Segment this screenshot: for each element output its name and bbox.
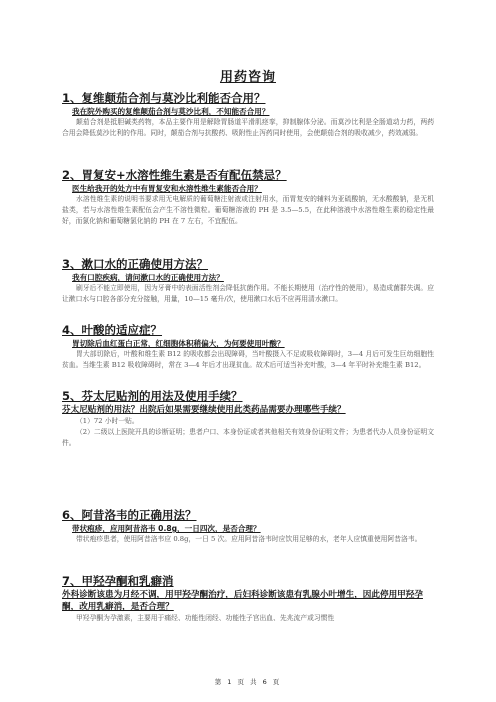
section-heading: 5、芬太尼贴剂的用法及使用手续？	[62, 389, 243, 403]
section-answer-item: （1）72 小时一贴。	[76, 417, 139, 425]
section-answer: 刷牙后不能立即使用，因为牙膏中的表面活性剂会降低抗菌作用。不能长期使用（治疗性的使用），易造成菌群失调。应让漱口水与口腔各部分充分接触，用量，10—15 毫升/次，使用漱口水后不应再用清水漱口。	[62, 284, 434, 303]
section-answer-item: （2）二级以上医院开具的诊断证明；患者户口、本身份证或者其他相关有效身份证明文件；为患者代办人员身份证明文件。	[62, 428, 434, 447]
section-heading: 1、复维颠茄合剂与莫沙比利能否合用？	[62, 91, 266, 105]
section-answer: 颠茄合剂是抵胆碱类药物，本品主要作用是解除胃肠道平滑肌痉挛，抑制腺体分泌。而莫沙比利是全肠道动力药，两药合用会降低莫沙比利的作用。同时，颠茄合剂与抗酸药、吸附性止泻药同时使用，会使颠茄合剂的吸收减少，药效减弱。	[62, 118, 434, 137]
page-title: 用药咨询	[219, 70, 276, 85]
section-heading: 2、胃复安+水溶性维生素是否有配伍禁忌？	[62, 168, 287, 182]
section-5	[62, 389, 434, 449]
section-answer: 水溶性维生素的说明书要求用无电解质的葡萄糖注射液或注射用水，而胃复安的辅料为亚硫酸钠，无水酸酸钠，是无机盐类，若与水溶性维生素配伍会产生不溶性微粒。葡萄糖溶液的 PH 是 3.5—5.5，在此种溶液中水溶性维生素的稳定性最好，而氯化钠和葡萄糖氯化钠的 PH 在 7 左右，不宜配伍。	[62, 195, 434, 225]
section-2	[62, 168, 434, 227]
section-question: 胃切除后血红蛋白正常，红细胞体积稍偏大，为何要使用叶酸？	[72, 339, 285, 348]
section-question: 医生给我开的处方中有胃复安和水溶性维生素能否合用？	[72, 184, 262, 193]
section-answer: 胃大部切除后，叶酸和维生素 B12 的吸收都会出现障碍，当叶酸摄入不足或吸收障碍时，3—4 月后可发生巨幼细胞性贫血。当维生素 B12 吸收障碍时，常在 3—4 年后才出现贫血。故术后可适当补充叶酸，3—4 年平时补充维生素 B12。	[62, 350, 434, 369]
section-6	[62, 508, 434, 545]
section-heading: 6、阿昔洛韦的正确用法？	[62, 508, 197, 522]
section-answer: 甲羟孕酮为孕激素，主要用于痛经、功能性闭经、功能性子宫出血、先兆流产或习惯性	[76, 614, 335, 622]
section-3	[62, 257, 434, 305]
page-footer: 第 1 页 共 6 页	[214, 678, 282, 686]
section-heading: 4、叶酸的适应症？	[62, 323, 163, 337]
section-question: 芬太尼贴剂的用法？出院后如果需要继续使用此类药品需要办理哪些手续？	[62, 405, 346, 415]
section-1	[62, 91, 434, 139]
section-heading: 7、甲羟孕酮和乳癖消	[62, 574, 174, 588]
section-question: 我有口腔疾病，请问漱口水的正确使用方法？	[72, 273, 224, 282]
section-question: 带状疱疹，应用阿昔洛韦 0.8g，一日四次，是否合理？	[72, 524, 261, 533]
section-heading: 3、漱口水的正确使用方法？	[62, 257, 209, 271]
section-4	[62, 323, 434, 371]
section-question: 外科诊断该患为月经不调，用甲羟孕酮治疗，后妇科诊断该患有乳腺小叶增生，因此停用甲羟孕酮，改用乳癖消，是否合理？	[62, 590, 423, 612]
section-7	[62, 574, 434, 624]
section-question: 我在院外购买的复维颠茄合剂与莫沙比利，不知能否合用？	[72, 107, 270, 116]
section-answer: 带状疱疹患者，使用阿昔洛韦应 0.8g，一日 5 次。应用阿昔洛韦时应饮用足够的水，老年人应慎重使用阿昔洛韦。	[76, 535, 422, 543]
